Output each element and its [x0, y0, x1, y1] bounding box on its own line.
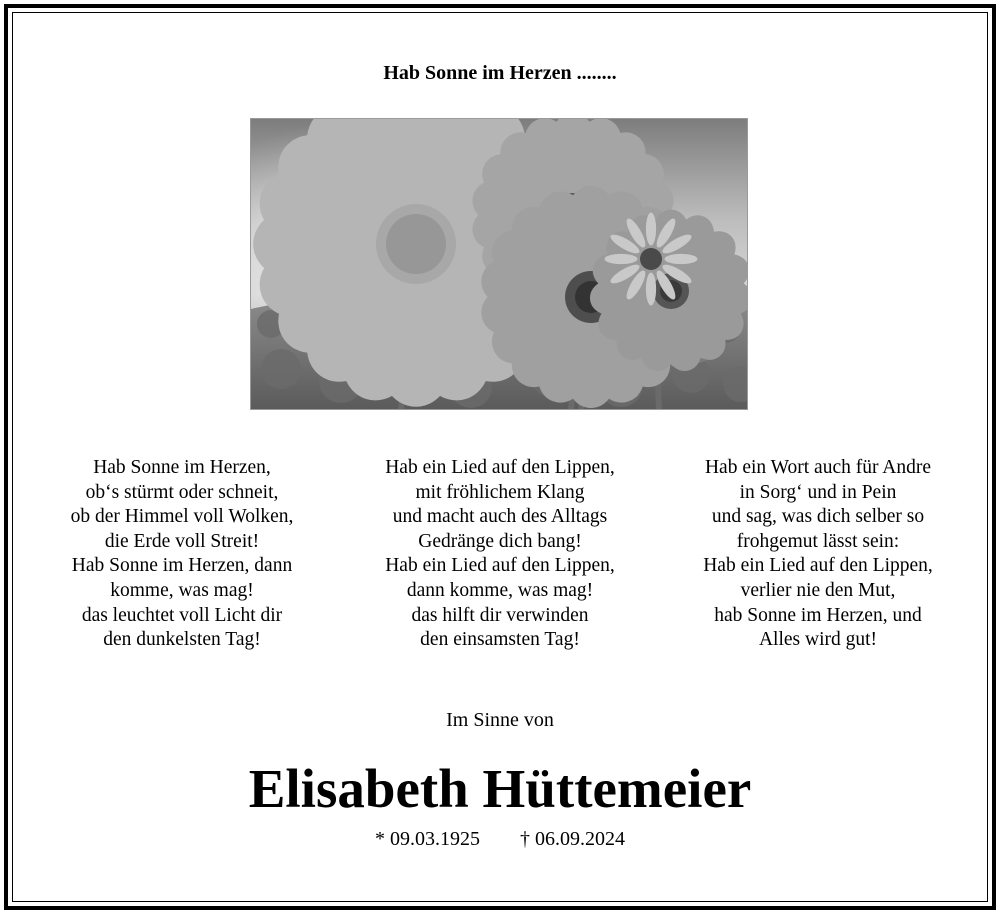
poem-line: das leuchtet voll Licht dir — [81, 604, 283, 626]
poem-line: komme, was mag! — [110, 579, 254, 601]
poem-line: den dunkelsten Tag! — [103, 629, 261, 651]
poem-line: hab Sonne im Herzen, und — [714, 604, 922, 626]
poem-line: in Sorg‘ und in Pein — [739, 481, 897, 503]
poem-line: Hab ein Wort auch für Andre — [704, 457, 932, 478]
poem-stanza-1 — [32, 456, 332, 653]
poem-line: Alles wird gut! — [758, 629, 878, 651]
poem-line: dann komme, was mag! — [406, 579, 594, 601]
poem-stanza-3 — [668, 456, 968, 653]
poem-line: die Erde voll Streit! — [104, 530, 260, 552]
sunflower-photo — [250, 118, 748, 410]
poem-stanza-2 — [350, 456, 650, 653]
headline: Hab Sonne im Herzen ........ — [383, 62, 617, 84]
poem-line: ob‘s stürmt oder schneit, — [85, 481, 279, 503]
poem-line: Gedränge dich bang! — [418, 530, 582, 552]
poem-line: und sag, was dich selber so — [711, 506, 925, 528]
memorial-intro: Im Sinne von — [446, 709, 554, 731]
poem-line: ob der Himmel voll Wolken, — [70, 506, 294, 528]
poem-line: verlier nie den Mut, — [740, 579, 896, 601]
life-dates — [0, 828, 1000, 851]
poem-line: Hab ein Lied auf den Lippen, — [703, 555, 933, 577]
poem-line: Hab ein Lied auf den Lippen, — [385, 555, 615, 577]
poem-line: den einsamsten Tag! — [420, 629, 580, 651]
poem-line: Hab Sonne im Herzen, — [93, 457, 271, 478]
poem-line: Hab ein Lied auf den Lippen, — [385, 457, 615, 478]
poem-line: frohgemut lässt sein: — [736, 530, 900, 552]
poem-line: das hilft dir verwinden — [411, 604, 589, 626]
deceased-name: Elisabeth Hüttemeier — [248, 758, 752, 819]
poem-line: und macht auch des Alltags — [392, 506, 608, 528]
poem-line: mit fröhlichem Klang — [415, 481, 585, 503]
birth-date: * 09.03.1925 — [375, 828, 480, 850]
death-date: † 06.09.2024 — [520, 828, 625, 850]
poem-line: Hab Sonne im Herzen, dann — [71, 555, 293, 577]
